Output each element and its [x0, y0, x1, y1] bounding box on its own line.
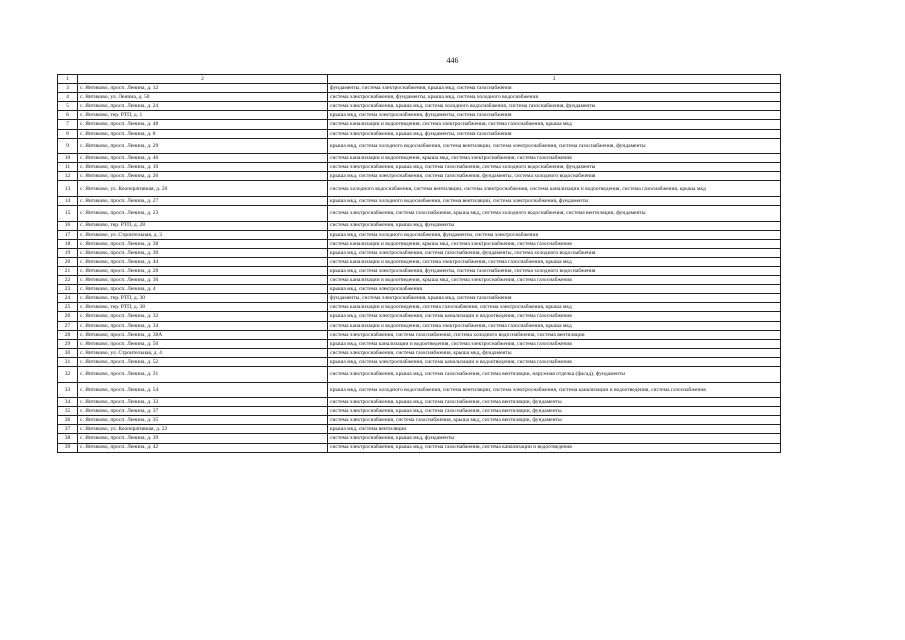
row-number-cell: 19	[58, 248, 78, 257]
address-cell: с. Янтиково, просп. Ленина, д. 38	[78, 239, 328, 248]
row-number-cell: 12	[58, 172, 78, 181]
table-row	[58, 303, 781, 312]
systems-cell: крыша мкд, система холодного водоснабжения, фундаменты, система электроснабжения	[328, 230, 781, 239]
page-number: 446	[446, 56, 459, 65]
address-cell: с. Янтиково, просп. Ленина, д. 35	[78, 416, 328, 425]
table-row	[58, 163, 781, 172]
table-row	[58, 312, 781, 321]
table-row	[58, 425, 781, 434]
table-row	[58, 129, 781, 138]
table-row	[58, 84, 781, 93]
column-header-3: 3	[328, 75, 781, 84]
row-number-cell: 39	[58, 443, 78, 452]
row-number-cell: 14	[58, 196, 78, 205]
systems-cell: система канализации и водоотведения, крыша мкд, система электроснабжения, система газоснабжения	[328, 154, 781, 163]
systems-cell: система электроснабжения, фундаменты, крыша мкд, система холодного водоснабжения	[328, 93, 781, 102]
table-row	[58, 230, 781, 239]
table-row	[58, 93, 781, 102]
row-number-cell: 37	[58, 425, 78, 434]
systems-cell: система канализации и водоотведения, система электроснабжения, система газоснабжения, крыша мкд	[328, 120, 781, 129]
systems-cell: крыша мкд, система электроснабжения	[328, 285, 781, 294]
systems-cell: система канализации и водоотведения, крыша мкд, система электроснабжения, система газоснабжения	[328, 276, 781, 285]
table-row	[58, 257, 781, 266]
row-number-cell: 36	[58, 416, 78, 425]
row-number-cell: 27	[58, 321, 78, 330]
systems-cell: система канализации и водоотведения, система газоснабжения, система электроснабжения, крыша мкд	[328, 303, 781, 312]
systems-cell: крыша мкд, система электроснабжения, система канализации и водоотведения, система газоснабжения	[328, 312, 781, 321]
address-cell: с. Янтиково, просп. Ленина, д. 34	[78, 321, 328, 330]
table-row	[58, 443, 781, 452]
address-cell: с. Янтиково, просп. Ленина, д. 26	[78, 172, 328, 181]
systems-cell: крыша мкд, система электроснабжения, система газоснабжения, фундаменты, система холодного водоснабжения	[328, 172, 781, 181]
table-row	[58, 285, 781, 294]
table-row	[58, 407, 781, 416]
systems-cell: система электроснабжения, крыша мкд, система холодного водоснабжения, система газоснабжения, фундаменты	[328, 102, 781, 111]
row-number-cell: 16	[58, 221, 78, 230]
table-row	[58, 321, 781, 330]
table-row	[58, 416, 781, 425]
address-cell: с. Янтиково, ул. Кооперативная, д. 20	[78, 181, 328, 197]
table-row	[58, 398, 781, 407]
row-number-cell: 20	[58, 257, 78, 266]
table-row	[58, 239, 781, 248]
systems-cell: система канализации и водоотведения, система электроснабжения, система газоснабжения, крыша мкд	[328, 321, 781, 330]
address-cell: с. Янтиково, тер. РТП, д. 30	[78, 294, 328, 303]
systems-cell: крыша мкд, система электроснабжения, система канализации и водоотведения, система газоснабжения	[328, 357, 781, 366]
row-number-cell: 18	[58, 239, 78, 248]
table-row	[58, 434, 781, 443]
table-row	[58, 348, 781, 357]
systems-cell: система электроснабжения, крыша мкд, фундаменты	[328, 221, 781, 230]
row-number-cell: 38	[58, 434, 78, 443]
systems-cell: система электроснабжения, крыша мкд, система газоснабжения, система канализации и водоотведения	[328, 443, 781, 452]
table-row	[58, 196, 781, 205]
row-number-cell: 10	[58, 154, 78, 163]
address-cell: с. Янтиково, ул. Строительная, д. 4	[78, 348, 328, 357]
systems-cell: фундаменты, система электроснабжения, крыша мкд, система газоснабжения	[328, 294, 781, 303]
systems-cell: крыша мкд, система электроснабжения, фундаменты, система газоснабжения	[328, 111, 781, 120]
address-cell: с. Янтиково, тер. РТП, д. 38	[78, 303, 328, 312]
table-row	[58, 172, 781, 181]
row-number-cell: 32	[58, 367, 78, 383]
address-cell: с. Янтиково, просп. Ленина, д. 36	[78, 276, 328, 285]
systems-cell: система канализации и водоотведения, система электроснабжения, система газоснабжения, крыша мкд	[328, 257, 781, 266]
table-body	[58, 75, 781, 453]
systems-cell: крыша мкд, система электроснабжения, система газоснабжения, фундаменты, система холодного водоснабжения	[328, 248, 781, 257]
systems-cell: система электроснабжения, крыша мкд, система газоснабжения, система холодного водоснабжения, фундаменты	[328, 163, 781, 172]
row-number-cell: 31	[58, 357, 78, 366]
address-cell: с. Янтиково, просп. Ленина, д. 12	[78, 84, 328, 93]
address-cell: с. Янтиково, ул. Строительная, д. 3	[78, 230, 328, 239]
systems-cell: система электроснабжения, крыша мкд, фундаменты, система газоснабжения	[328, 129, 781, 138]
row-number-cell: 5	[58, 102, 78, 111]
row-number-cell: 26	[58, 312, 78, 321]
table-row	[58, 367, 781, 383]
column-header-1: 1	[58, 75, 78, 84]
address-cell: с. Янтиково, просп. Ленина, д. 10	[78, 163, 328, 172]
address-cell: с. Янтиково, просп. Ленина, д. 31	[78, 367, 328, 383]
table-row	[58, 138, 781, 154]
address-cell: с. Янтиково, просп. Ленина, д. 29	[78, 138, 328, 154]
address-cell: с. Янтиково, просп. Ленина, д. 52	[78, 357, 328, 366]
systems-cell: система электроснабжения, крыша мкд, фундаменты	[328, 434, 781, 443]
row-number-cell: 3	[58, 84, 78, 93]
systems-cell: крыша мкд, система электроснабжения, фундаменты, система газоснабжения, система холодного водоснабжения	[328, 267, 781, 276]
systems-cell: крыша мкд, система холодного водоснабжения, система вентиляции, система электроснабжения, фундаменты	[328, 196, 781, 205]
address-cell: с. Янтиково, просп. Ленина, д. 48	[78, 120, 328, 129]
row-number-cell: 11	[58, 163, 78, 172]
row-number-cell: 15	[58, 206, 78, 222]
systems-cell: система электроснабжения, система газоснабжения, крыша мкд, система холодного водоснабжения, система вентиляции, фундаменты	[328, 206, 781, 222]
systems-cell: система канализации и водоотведения, крыша мкд, система электроснабжения, система газоснабжения	[328, 239, 781, 248]
row-number-cell: 35	[58, 407, 78, 416]
address-cell: с. Янтиково, просп. Ленина, д. 32	[78, 312, 328, 321]
table-row	[58, 102, 781, 111]
column-header-2: 2	[78, 75, 328, 84]
systems-cell: крыша мкд, система холодного водоснабжения, система вентиляции, система электроснабжения, система канализации и водоотведения, система газоснабжения	[328, 382, 781, 398]
address-cell: с. Янтиково, тер. РТП, д. 1	[78, 111, 328, 120]
row-number-cell: 22	[58, 276, 78, 285]
row-number-cell: 25	[58, 303, 78, 312]
table-row	[58, 221, 781, 230]
systems-cell: система электроснабжения, система газоснабжения, крыша мкд, система вентиляции, фундаменты	[328, 416, 781, 425]
address-cell: с. Янтиково, просп. Ленина, д. 33	[78, 398, 328, 407]
address-cell: с. Янтиково, ул. Кооперативная, д. 22	[78, 425, 328, 434]
address-cell: с. Янтиково, просп. Ленина, д. 23	[78, 206, 328, 222]
row-number-cell: 34	[58, 398, 78, 407]
address-cell: с. Янтиково, просп. Ленина, д. 50	[78, 339, 328, 348]
address-cell: с. Янтиково, просп. Ленина, д. 30	[78, 248, 328, 257]
row-number-cell: 17	[58, 230, 78, 239]
table-row	[58, 330, 781, 339]
systems-cell: крыша мкд, система вентиляции	[328, 425, 781, 434]
table-row	[58, 206, 781, 222]
systems-cell: система электроснабжения, крыша мкд, система газоснабжения, система вентиляции, наружная отделка (фасад), фундаменты	[328, 367, 781, 383]
row-number-cell: 21	[58, 267, 78, 276]
row-number-cell: 9	[58, 138, 78, 154]
row-number-cell: 13	[58, 181, 78, 197]
table-row	[58, 181, 781, 197]
address-cell: с. Янтиково, тер. РТП, д. 28	[78, 221, 328, 230]
row-number-cell: 23	[58, 285, 78, 294]
systems-cell: крыша мкд, система холодного водоснабжения, система вентиляции, система электроснабжения, система газоснабжения, фундаменты	[328, 138, 781, 154]
address-cell: с. Янтиково, просп. Ленина, д. 39	[78, 434, 328, 443]
table-row	[58, 382, 781, 398]
address-cell: с. Янтиково, просп. Ленина, д. 44	[78, 257, 328, 266]
systems-cell: система электроснабжения, крыша мкд, система газоснабжения, система вентиляции, фундаменты	[328, 398, 781, 407]
table-row	[58, 248, 781, 257]
address-cell: с. Янтиково, просп. Ленина, д. 28	[78, 267, 328, 276]
systems-cell: система холодного водоснабжения, система вентиляции, система электроснабжения, система канализации и водоотведения, система газоснабжения, крыша мкд	[328, 181, 781, 197]
table-row	[58, 276, 781, 285]
table-row	[58, 294, 781, 303]
address-cell: с. Янтиково, просп. Ленина, д. 4	[78, 285, 328, 294]
row-number-cell: 7	[58, 120, 78, 129]
address-cell: с. Янтиково, просп. Ленина, д. 37	[78, 407, 328, 416]
table-row	[58, 120, 781, 129]
row-number-cell: 30	[58, 348, 78, 357]
row-number-cell: 6	[58, 111, 78, 120]
systems-cell: система электроснабжения, крыша мкд, система газоснабжения, система вентиляции, фундаменты	[328, 407, 781, 416]
address-cell: с. Янтиково, просп. Ленина, д. 54	[78, 382, 328, 398]
row-number-cell: 24	[58, 294, 78, 303]
row-number-cell: 8	[58, 129, 78, 138]
row-number-cell: 29	[58, 339, 78, 348]
row-number-cell: 28	[58, 330, 78, 339]
address-cell: с. Янтиково, просп. Ленина, д. 46	[78, 154, 328, 163]
systems-cell: фундаменты, система электроснабжения, крыша мкд, система газоснабжения	[328, 84, 781, 93]
address-cell: с. Янтиково, просп. Ленина, д. 24	[78, 102, 328, 111]
systems-cell: система электроснабжения, система газоснабжения, система холодного водоснабжения, система вентиляции	[328, 330, 781, 339]
address-cell: с. Янтиково, просп. Ленина, д. 27	[78, 196, 328, 205]
building-systems-table	[57, 74, 781, 453]
systems-cell: крыша мкд, система канализации и водоотведения, система электроснабжения, система газоснабжения	[328, 339, 781, 348]
address-cell: с. Янтиково, просп. Ленина, д. 42	[78, 443, 328, 452]
table-header-row	[58, 75, 781, 84]
address-cell: с. Янтиково, просп. Ленина, д. 38А	[78, 330, 328, 339]
table-row	[58, 267, 781, 276]
row-number-cell: 4	[58, 93, 78, 102]
table-row	[58, 357, 781, 366]
table-row	[58, 111, 781, 120]
table-row	[58, 339, 781, 348]
address-cell: с. Янтиково, ул. Ленина, д. 50	[78, 93, 328, 102]
address-cell: с. Янтиково, просп. Ленина, д. 8	[78, 129, 328, 138]
systems-cell: система электроснабжения, система газоснабжения, крыша мкд, фундаменты	[328, 348, 781, 357]
table-row	[58, 154, 781, 163]
row-number-cell: 33	[58, 382, 78, 398]
